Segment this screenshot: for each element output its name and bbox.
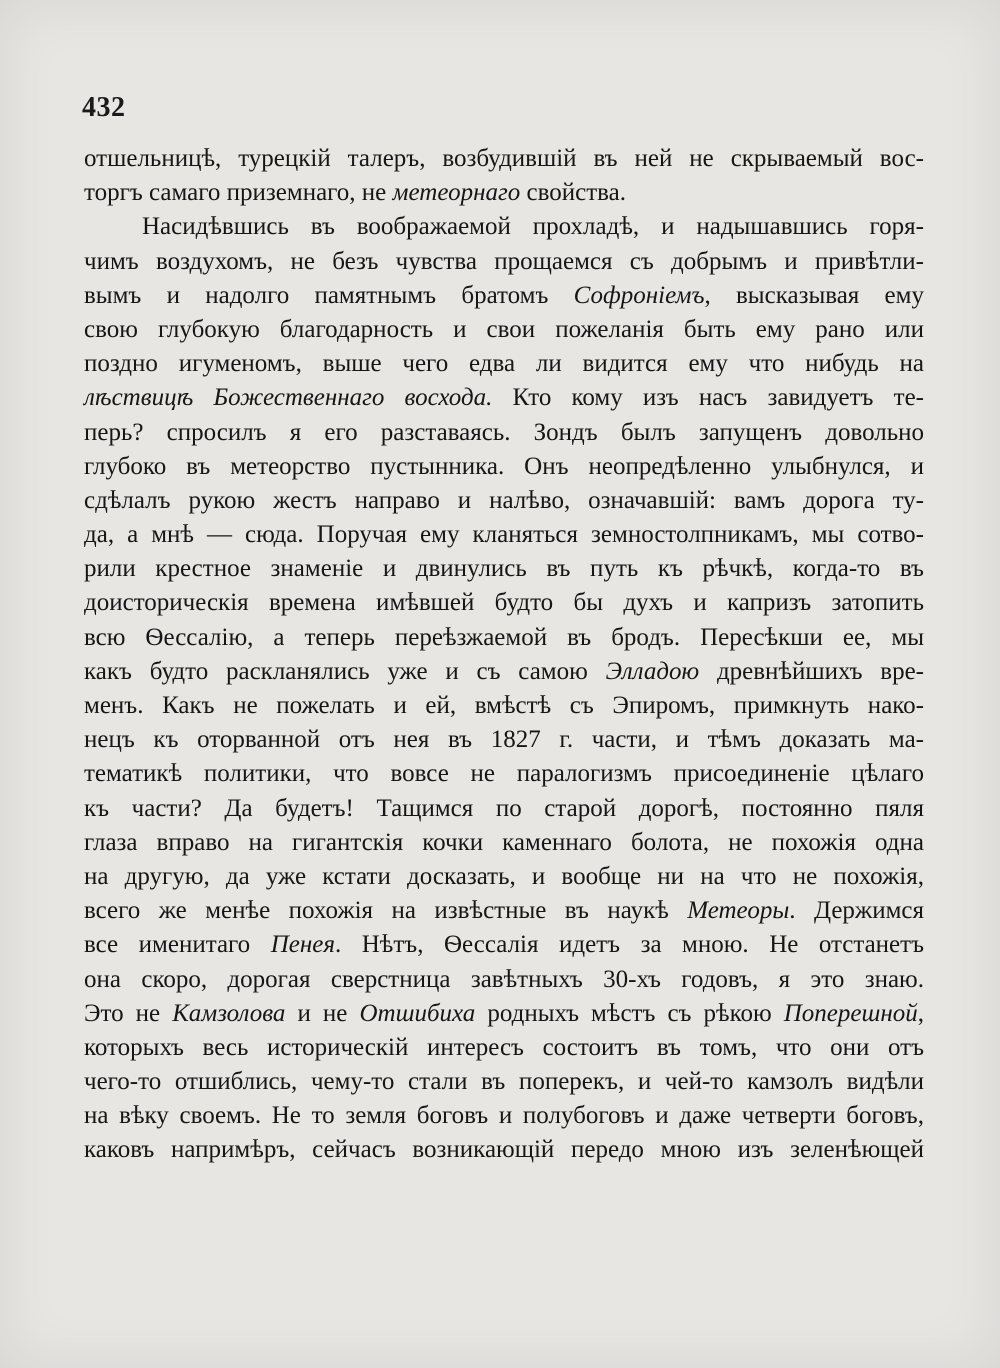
text-segment: сдѣлалъ рукою жестъ направо и налѣво, означавшій: вамъ дорога ту-: [84, 486, 924, 514]
text-segment: . Нѣтъ, Ѳессалія идетъ за мною. Не отстанетъ: [334, 931, 925, 959]
text-segment: которыхъ весь историческій интересъ состоитъ въ томъ, что они отъ: [84, 1033, 924, 1061]
text-line: [84, 1031, 924, 1065]
text-segment: тематикѣ политики, что вовсе не паралогизмъ присоединеніе цѣлаго: [84, 760, 924, 788]
text-segment: перь? спросилъ я его разставаясь. Зондъ былъ запущенъ довольно: [84, 418, 924, 446]
text-line: [84, 279, 924, 313]
text-segment: чего-то отшиблись, чему-то стали въ поперекъ, и чей-то камзолъ видѣли: [84, 1068, 924, 1096]
page-number: 432: [82, 92, 126, 123]
text-line: [84, 142, 924, 176]
italic-text: Элладою: [605, 657, 700, 685]
text-segment: свойства.: [520, 179, 626, 207]
text-line: [84, 313, 924, 347]
text-segment: на другую, да уже кстати досказать, и вообще ни на что не похожія,: [84, 862, 924, 890]
text-segment: Это не: [84, 999, 173, 1027]
italic-text: Метеоры: [687, 897, 790, 925]
text-line: [84, 552, 924, 586]
italic-text: Пенея: [270, 931, 335, 959]
text-line: [84, 586, 924, 620]
text-segment: Кто кому изъ насъ завидуетъ те-: [492, 384, 924, 412]
text-segment: рили крестное знаменіе и двинулись въ путь къ рѣчкѣ, когда-то въ: [84, 555, 924, 583]
text-line: [84, 176, 924, 210]
text-segment: она скоро, дорогая сверстница завѣтныхъ 30-хъ годовъ, я это знаю.: [84, 965, 924, 993]
text-line: [84, 860, 924, 894]
text-segment: глаза вправо на гигантскія кочки каменнаго болота, не похожія одна: [84, 828, 924, 856]
text-line: [84, 1099, 924, 1133]
text-line: [84, 1133, 924, 1167]
text-line: [84, 416, 924, 450]
italic-text: лѣствицѣ Божественнаго восхода.: [84, 384, 493, 412]
text-line: [84, 484, 924, 518]
text-line: [84, 450, 924, 484]
text-line: [84, 381, 924, 415]
text-segment: , высказывая ему: [704, 281, 924, 309]
italic-text: Отшибиха: [359, 999, 476, 1027]
text-line: [84, 518, 924, 552]
text-segment: древнѣйшихъ вре-: [699, 657, 924, 685]
text-line: [84, 894, 924, 928]
text-line: [84, 792, 924, 826]
text-segment: все именитаго: [84, 931, 271, 959]
text-segment: доисторическія времена имѣвшей будто бы духъ и капризъ затопить: [84, 589, 924, 617]
italic-text: Поперешной: [783, 999, 918, 1027]
text-segment: на вѣку своемъ. Не то земля боговъ и полубоговъ и даже четверти боговъ,: [84, 1102, 924, 1130]
text-line: [84, 347, 924, 381]
italic-text: метеорнаго: [392, 179, 521, 207]
italic-text: Камзолова: [172, 999, 286, 1027]
text-segment: родныхъ мѣстъ съ рѣкою: [475, 999, 784, 1027]
text-segment: Насидѣвшись въ воображаемой прохладѣ, и надышавшись горя-: [142, 213, 924, 241]
text-segment: какъ будто раскланялись уже и съ самою: [84, 657, 606, 685]
text-segment: торгъ самаго приземнаго, не: [84, 179, 393, 207]
text-line: [84, 963, 924, 997]
text-segment: каковъ напримѣръ, сейчасъ возникающій передо мною изъ зеленѣющей: [84, 1136, 924, 1164]
text-line: [84, 210, 924, 244]
text-line: [84, 997, 924, 1031]
text-segment: отшельницѣ, турецкій талеръ, возбудившій въ ней не скрываемый вос-: [84, 145, 924, 172]
text-segment: вымъ и надолго памятнымъ братомъ: [84, 281, 574, 309]
text-segment: свою глубокую благодарность и свои пожеланія быть ему рано или: [84, 315, 924, 343]
text-line: [84, 621, 924, 655]
text-line: [84, 928, 924, 962]
text-line: [84, 689, 924, 723]
text-segment: всего же менѣе похожія на извѣстные въ наукѣ: [84, 897, 688, 925]
text-segment: всю Ѳессалію, а теперь переѣзжаемой въ бродъ. Пересѣкши ее, мы: [84, 623, 924, 651]
text-segment: ,: [917, 999, 924, 1027]
text-line: [84, 245, 924, 279]
text-segment: и не: [285, 999, 360, 1027]
text-segment: чимъ воздухомъ, не безъ чувства прощаемся съ добрымъ и привѣтли-: [84, 247, 924, 275]
text-segment: менъ. Какъ не пожелать и ей, вмѣстѣ съ Эпиромъ, примкнуть нако-: [84, 692, 924, 719]
italic-text: Софроніемъ: [573, 281, 705, 309]
body-text: [84, 142, 924, 1168]
text-line: [84, 1065, 924, 1099]
text-segment: къ части? Да будетъ! Тащимся по старой дорогѣ, постоянно пяля: [84, 794, 924, 822]
text-segment: нецъ къ оторванной отъ нея въ 1827 г. части, и тѣмъ доказать ма-: [84, 726, 924, 754]
text-segment: глубоко въ метеорство пустынника. Онъ неопредѣленно улыбнулся, и: [84, 452, 924, 480]
text-segment: да, а мнѣ — сюда. Поручая ему кланяться земностолпникамъ, мы сотво-: [84, 521, 924, 549]
text-segment: поздно игуменомъ, выше чего едва ли видится ему что нибудь на: [84, 350, 924, 378]
text-line: [84, 723, 924, 757]
text-line: [84, 655, 924, 689]
text-segment: . Держимся: [789, 897, 924, 925]
text-line: [84, 826, 924, 860]
text-line: [84, 757, 924, 791]
